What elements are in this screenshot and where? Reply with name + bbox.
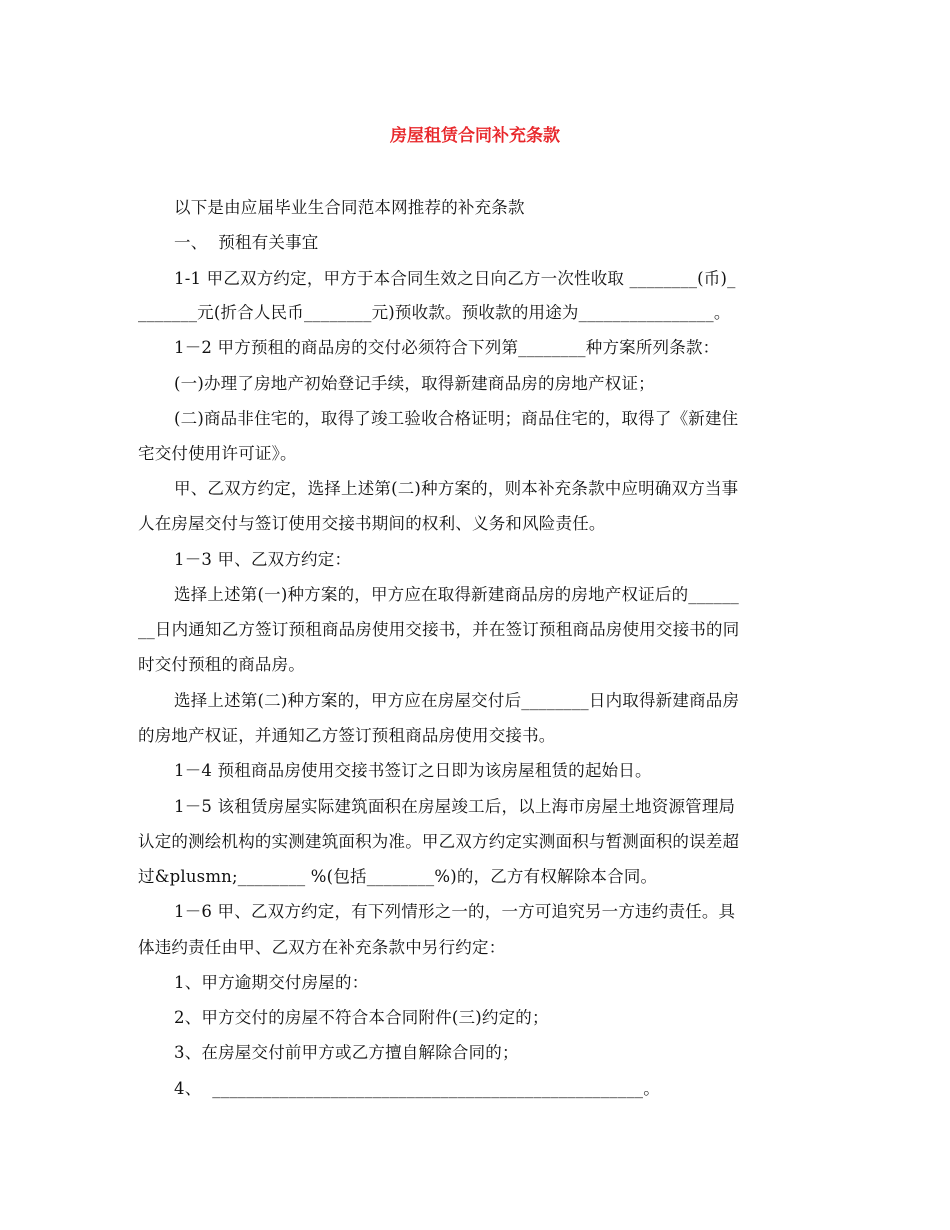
- clause-1-3: 1－3 甲、乙双方约定：: [174, 550, 352, 569]
- clause-1-1-line-2: _______元(折合人民币________元)预收款。预收款的用途为________________。: [138, 303, 731, 322]
- option-2-line-2: 宅交付使用许可证》。: [138, 444, 297, 463]
- clause-1-1-line-1: 1-1 甲乙双方约定，甲方于本合同生效之日向乙方一次性收取 ________(币)_: [174, 269, 736, 288]
- clause-1-4: 1－4 预租商品房使用交接书签订之日即为该房屋租赁的起始日。: [174, 761, 652, 780]
- list-item-3: 3、在房屋交付前甲方或乙方擅自解除合同的；: [174, 1043, 519, 1062]
- clause-1-3-option-2-line-1: 选择上述第(二)种方案的，甲方应在房屋交付后________日内取得新建商品房: [174, 691, 740, 710]
- clause-1-3-option-1-line-1: 选择上述第(一)种方案的，甲方应在取得新建商品房的房地产权证后的______: [174, 585, 739, 604]
- section-heading: 一、 预租有关事宜: [174, 233, 319, 252]
- list-item-4: 4、 ___________________________________________________。: [174, 1079, 660, 1098]
- agreement-line-1: 甲、乙双方约定，选择上述第(二)种方案的，则本补充条款中应明确双方当事: [174, 479, 739, 498]
- clause-1-5-line-3: 过&plusmn;________ %(包括________%)的，乙方有权解除本合同。: [138, 867, 658, 886]
- page-title: 房屋租赁合同补充条款: [390, 126, 560, 146]
- option-2-line-1: (二)商品非住宅的，取得了竣工验收合格证明；商品住宅的，取得了《新建住: [174, 409, 739, 428]
- list-item-2: 2、甲方交付的房屋不符合本合同附件(三)约定的；: [174, 1008, 549, 1027]
- intro-paragraph: 以下是由应届毕业生合同范本网推荐的补充条款: [174, 198, 525, 217]
- clause-1-5-line-1: 1－5 该租赁房屋实际建筑面积在房屋竣工后，以上海市房屋土地资源管理局: [174, 797, 736, 816]
- clause-1-2: 1－2 甲方预租的商品房的交付必须符合下列第________种方案所列条款：: [174, 338, 720, 357]
- clause-1-6-line-2: 体违约责任由甲、乙双方在补充条款中另行约定：: [138, 938, 506, 957]
- list-item-1: 1、甲方逾期交付房屋的：: [174, 973, 369, 992]
- option-1: (一)办理了房地产初始登记手续，取得新建商品房的房地产权证；: [174, 374, 655, 393]
- agreement-line-2: 人在房屋交付与签订使用交接书期间的权利、义务和风险责任。: [138, 514, 606, 533]
- clause-1-3-option-2-line-2: 的房地产权证，并通知乙方签订预租商品房使用交接书。: [138, 726, 556, 745]
- clause-1-3-option-1-line-3: 时交付预租的商品房。: [138, 655, 305, 674]
- clause-1-3-option-1-line-2: __日内通知乙方签订预租商品房使用交接书，并在签订预租商品房使用交接书的同: [138, 620, 740, 639]
- clause-1-6-line-1: 1－6 甲、乙双方约定，有下列情形之一的，一方可追究另一方违约责任。具: [174, 902, 736, 921]
- clause-1-5-line-2: 认定的测绘机构的实测建筑面积为准。甲乙双方约定实测面积与暂测面积的误差超: [138, 832, 740, 851]
